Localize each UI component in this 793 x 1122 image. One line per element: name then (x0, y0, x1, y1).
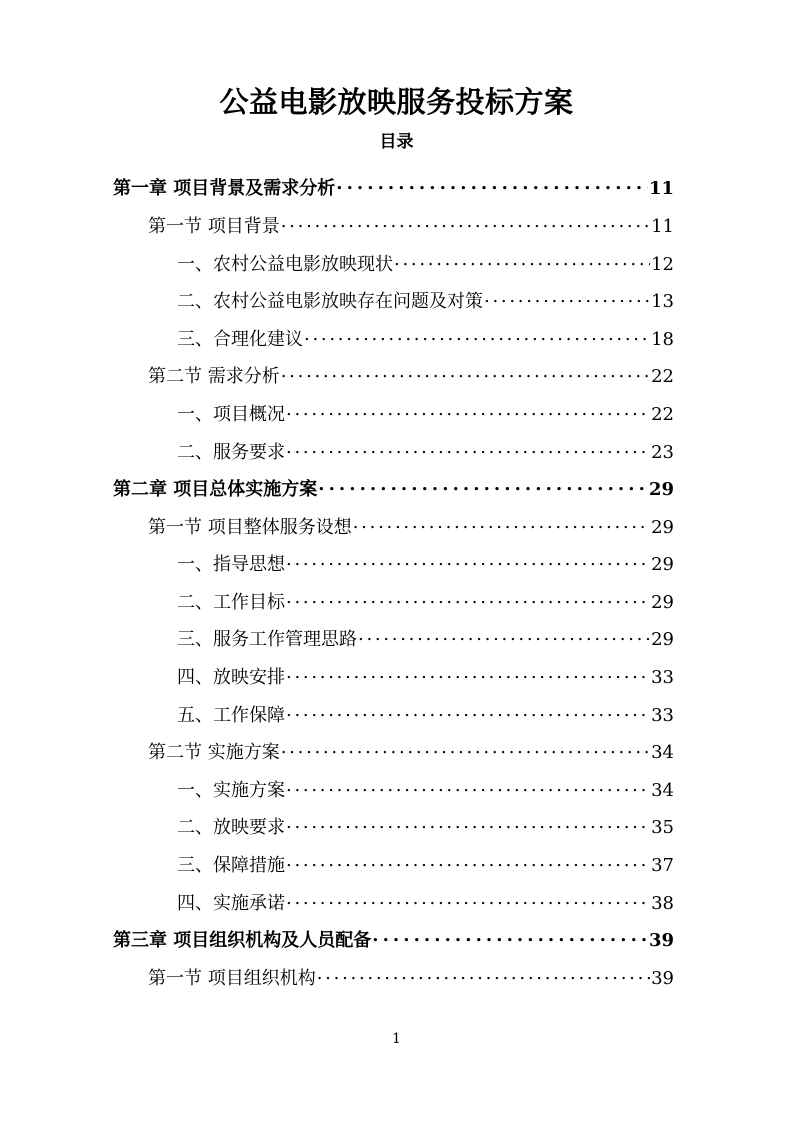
toc-entry[interactable] (177, 325, 674, 363)
toc-entry-page-number: 29 (651, 554, 674, 576)
table-of-contents (0, 174, 793, 1001)
toc-dot-leader (281, 364, 650, 382)
toc-entry-page-number: 33 (651, 704, 674, 726)
toc-entry-page-number: 34 (651, 779, 674, 801)
toc-entry-title: 一、实施方案 (177, 779, 285, 801)
toc-entry[interactable] (177, 701, 674, 739)
toc-entry-title: 一、项目概况 (177, 403, 285, 425)
toc-dot-leader (353, 515, 650, 533)
toc-entry[interactable] (177, 250, 674, 288)
toc-dot-leader (336, 176, 648, 194)
toc-entry-title: 四、实施承诺 (177, 892, 285, 914)
toc-dot-leader (286, 552, 650, 570)
toc-entry-page-number: 18 (651, 328, 674, 350)
toc-dot-leader (304, 327, 650, 345)
toc-dot-leader (286, 778, 650, 796)
toc-entry-title: 第二节 需求分析 (148, 366, 280, 388)
toc-entry[interactable] (177, 663, 674, 701)
toc-entry-title: 三、服务工作管理思路 (177, 629, 357, 651)
toc-dot-leader (286, 853, 650, 871)
toc-entry-title: 二、放映要求 (177, 817, 285, 839)
toc-entry[interactable] (148, 964, 674, 1002)
toc-dot-leader (286, 440, 650, 458)
toc-entry[interactable] (177, 287, 674, 325)
toc-entry-page-number: 22 (651, 366, 674, 388)
toc-entry[interactable] (177, 889, 674, 927)
toc-dot-leader (318, 477, 648, 495)
toc-entry-title: 五、工作保障 (177, 704, 285, 726)
toc-entry-page-number: 37 (651, 855, 674, 877)
toc-entry-page-number: 23 (651, 441, 674, 463)
toc-entry-title: 第二章 项目总体实施方案 (113, 479, 318, 501)
toc-entry[interactable] (177, 550, 674, 588)
toc-entry[interactable] (177, 588, 674, 626)
toc-entry[interactable] (177, 776, 674, 814)
toc-entry-page-number: 13 (651, 291, 674, 313)
toc-entry[interactable] (113, 926, 674, 964)
toc-dot-leader (281, 740, 650, 758)
toc-dot-leader (286, 815, 650, 833)
toc-entry-title: 三、保障措施 (177, 855, 285, 877)
toc-dot-leader (286, 590, 650, 608)
toc-entry-page-number: 39 (648, 930, 674, 952)
page-title: 公益电影放映服务投标方案 (219, 85, 574, 119)
toc-entry[interactable] (148, 212, 674, 250)
toc-entry-title: 二、工作目标 (177, 591, 285, 613)
toc-dot-leader (281, 214, 650, 232)
toc-heading: 目录 (379, 132, 414, 153)
toc-entry-title: 二、服务要求 (177, 441, 285, 463)
toc-dot-leader (286, 891, 650, 909)
toc-entry-page-number: 29 (648, 479, 674, 501)
toc-entry-title: 第三章 项目组织机构及人员配备 (113, 930, 372, 952)
toc-entry[interactable] (177, 813, 674, 851)
toc-entry-title: 三、合理化建议 (177, 328, 303, 350)
toc-entry-title: 第二节 实施方案 (148, 742, 280, 764)
toc-entry-title: 二、农村公益电影放映存在问题及对策 (177, 291, 483, 313)
toc-entry[interactable] (148, 513, 674, 551)
toc-dot-leader (394, 252, 650, 270)
toc-entry-page-number: 38 (651, 892, 674, 914)
toc-dot-leader (286, 665, 650, 683)
toc-entry-page-number: 11 (648, 178, 674, 200)
toc-entry-page-number: 11 (651, 215, 674, 237)
toc-entry-title: 第一节 项目背景 (148, 215, 280, 237)
toc-entry-page-number: 29 (651, 516, 674, 538)
toc-dot-leader (372, 928, 648, 946)
toc-entry-title: 四、放映安排 (177, 667, 285, 689)
toc-dot-leader (484, 289, 650, 307)
toc-entry-page-number: 12 (651, 253, 674, 275)
toc-entry-page-number: 33 (651, 667, 674, 689)
toc-entry[interactable] (148, 362, 674, 400)
footer-page-number: 1 (392, 1031, 401, 1047)
toc-entry[interactable] (177, 625, 674, 663)
toc-entry[interactable] (177, 400, 674, 438)
toc-entry[interactable] (177, 851, 674, 889)
toc-dot-leader (286, 703, 650, 721)
toc-entry[interactable] (113, 475, 674, 513)
toc-dot-leader (317, 966, 650, 984)
toc-entry-page-number: 34 (651, 742, 674, 764)
toc-entry-title: 第一节 项目整体服务设想 (148, 516, 352, 538)
toc-entry[interactable] (113, 174, 674, 212)
toc-entry-page-number: 39 (651, 967, 674, 989)
toc-entry-title: 第一章 项目背景及需求分析 (113, 178, 336, 200)
toc-dot-leader (286, 402, 650, 420)
toc-entry-page-number: 29 (651, 591, 674, 613)
toc-entry-title: 一、指导思想 (177, 554, 285, 576)
toc-dot-leader (358, 627, 650, 645)
toc-entry[interactable] (148, 738, 674, 776)
toc-entry-page-number: 29 (651, 629, 674, 651)
toc-entry[interactable] (177, 438, 674, 476)
toc-entry-title: 第一节 项目组织机构 (148, 967, 316, 989)
toc-entry-title: 一、农村公益电影放映现状 (177, 253, 393, 275)
toc-entry-page-number: 22 (651, 403, 674, 425)
toc-entry-page-number: 35 (651, 817, 674, 839)
